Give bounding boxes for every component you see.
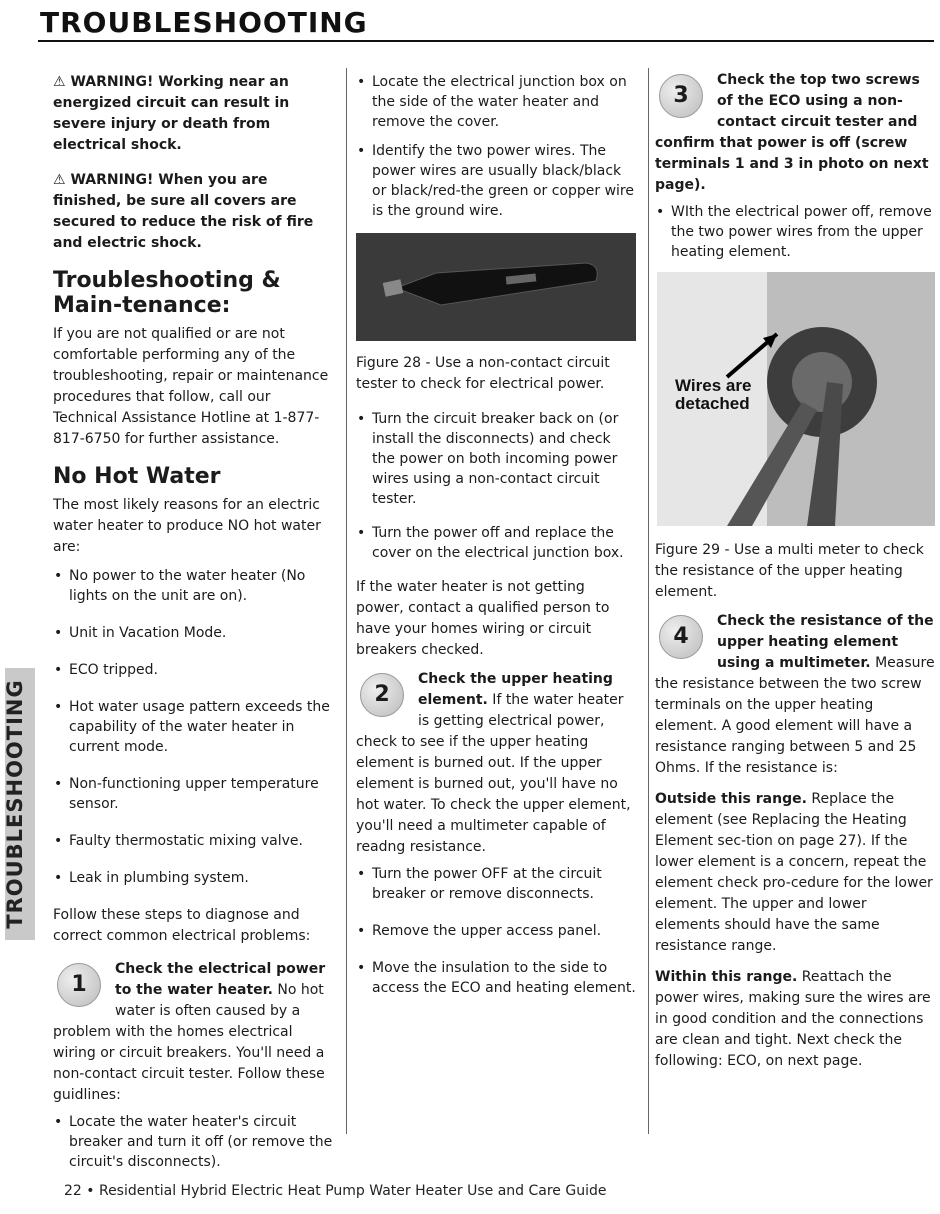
list-item: • Turn the power OFF at the circuit breaker or remove disconnects. xyxy=(356,864,636,904)
step-1-list xyxy=(53,1112,338,1172)
warning-2-text: WARNING! When you are finished, be sure all covers are secured to reduce the risk of fire and electric shock. xyxy=(53,172,314,251)
within-range-title: Within this range. xyxy=(655,969,798,985)
warning-icon: ⚠ xyxy=(53,172,66,188)
list-item: • Locate the water heater's circuit breaker and turn it off (or remove the circuit's disconnects). xyxy=(53,1112,338,1172)
step-4 xyxy=(655,611,935,779)
outside-range-title: Outside this range. xyxy=(655,791,807,807)
warning-icon: ⚠ xyxy=(53,74,66,90)
column-3 xyxy=(655,70,935,1078)
heading-no-hot-water: No Hot Water xyxy=(53,464,221,489)
step-2-text: If the water heater is getting electrical power, check to see if the upper heating element is burned out. If the upper element is burned out, you'll have no hot water. To check the upper element, you'll need a multimeter capable of readng resistance. xyxy=(356,692,631,855)
column-2 xyxy=(356,72,636,1015)
within-range-text: Reattach the power wires, making sure the wires are in good condition and the connections are clean and tight. Next check the following: ECO, on next page. xyxy=(655,969,931,1069)
step-number-badge: 1 xyxy=(57,963,101,1007)
step-4-title: Check the resistance of the upper heating element using a multimeter. xyxy=(717,613,934,671)
list-item: • Non-functioning upper temperature sensor. xyxy=(53,774,338,814)
figure-29-multimeter-photo xyxy=(657,272,935,526)
steps-intro: Follow these steps to diagnose and correct common electrical problems: xyxy=(53,907,311,944)
step-3 xyxy=(655,70,935,196)
column-1 xyxy=(53,72,338,1181)
page-title: TROUBLESHOOTING xyxy=(40,6,368,39)
column-divider-2 xyxy=(648,68,649,1134)
list-item: • No power to the water heater (No lights on the unit are on). xyxy=(53,566,338,606)
within-range-paragraph xyxy=(655,967,935,1072)
step-3-title: Check the top two screws of the ECO using a non-contact circuit tester and confirm that power is off (screw terminals 1 and 3 in photo on next page). xyxy=(655,72,929,193)
step-1-text: No hot water is often caused by a problem with the homes electrical wiring or circuit breakers. You'll need a non-contact circuit tester. Follow these guidlines: xyxy=(53,982,325,1103)
wires-detached-label: Wires are detached xyxy=(675,376,752,413)
breaker-list xyxy=(356,409,636,563)
figure-29-caption: Figure 29 - Use a multi meter to check the resistance of the upper heating element. xyxy=(655,542,924,600)
list-item: • Identify the two power wires. The power wires are usually black/black or black/red-the green or copper wire is the ground wire. xyxy=(356,141,636,221)
list-item: • WIth the electrical power off, remove the two power wires from the upper heating element. xyxy=(655,202,935,262)
step-number-badge: 3 xyxy=(659,74,703,118)
warning-2 xyxy=(53,170,338,254)
intro-paragraph: If you are not qualified or are not comfortable performing any of the troubleshooting, repair or maintenance procedures that follow, call our Technical Assistance Hotline at 1-877-817-6750 for further assistance. xyxy=(53,326,329,447)
warning-1-text: WARNING! Working near an energized circuit can result in severe injury or death from electrical shock. xyxy=(53,74,290,153)
outside-range-text: Replace the element (see Replacing the Heating Element sec-tion on page 27). If the lower element is a concern, repeat the element check pro-cedure for the lower element. The upper and lower elements should have the same resistance range. xyxy=(655,791,933,954)
heading-troubleshooting-maintenance: Troubleshooting & Main-tenance: xyxy=(53,268,281,318)
column-divider-1 xyxy=(346,68,347,1134)
step-4-text: Measure the resistance between the two screw terminals on the upper heating element. A good element will have a resistance ranging between 5 and 25 Ohms. If the resistance is: xyxy=(655,655,935,776)
list-item: • Turn the power off and replace the cover on the electrical junction box. xyxy=(356,523,636,563)
figure-28-caption: Figure 28 - Use a non-contact circuit tester to check for electrical power. xyxy=(356,355,610,392)
reasons-list xyxy=(53,566,338,888)
junction-list xyxy=(356,72,636,221)
list-item: • ECO tripped. xyxy=(53,660,338,680)
list-item: • Hot water usage pattern exceeds the capability of the water heater in current mode. xyxy=(53,697,338,757)
header-rule xyxy=(38,40,934,42)
list-item: • Remove the upper access panel. xyxy=(356,921,636,941)
step-1-title: Check the electrical power to the water heater. xyxy=(115,961,326,998)
outside-range-paragraph xyxy=(655,789,935,957)
step-2-list xyxy=(356,864,636,998)
page-footer: 22 • Residential Hybrid Electric Heat Pump Water Heater Use and Care Guide xyxy=(64,1183,607,1199)
power-paragraph: If the water heater is not getting power, contact a qualified person to have your homes wiring or circuit breakers checked. xyxy=(356,579,610,658)
step-2 xyxy=(356,669,636,858)
step-number-badge: 4 xyxy=(659,615,703,659)
step-1 xyxy=(53,959,338,1106)
warning-1 xyxy=(53,72,338,156)
list-item: • Unit in Vacation Mode. xyxy=(53,623,338,643)
list-item: • Faulty thermostatic mixing valve. xyxy=(53,831,338,851)
list-item: • Turn the circuit breaker back on (or install the disconnects) and check the power on both incoming power wires using a non-contact circuit tester. xyxy=(356,409,636,509)
step-number-badge: 2 xyxy=(360,673,404,717)
reasons-intro: The most likely reasons for an electric water heater to produce NO hot water are: xyxy=(53,497,321,555)
page-header xyxy=(40,6,368,39)
list-item: • Move the insulation to the side to access the ECO and heating element. xyxy=(356,958,636,998)
list-item: • Leak in plumbing system. xyxy=(53,868,338,888)
step-3-list xyxy=(655,202,935,262)
side-tab-label: TROUBLESHOOTING xyxy=(3,679,27,929)
step-2-title: Check the upper heating element. xyxy=(418,671,613,708)
circuit-tester-icon xyxy=(356,233,636,341)
figure-28-circuit-tester-photo xyxy=(356,233,636,341)
list-item: • Locate the electrical junction box on the side of the water heater and remove the cover. xyxy=(356,72,636,132)
